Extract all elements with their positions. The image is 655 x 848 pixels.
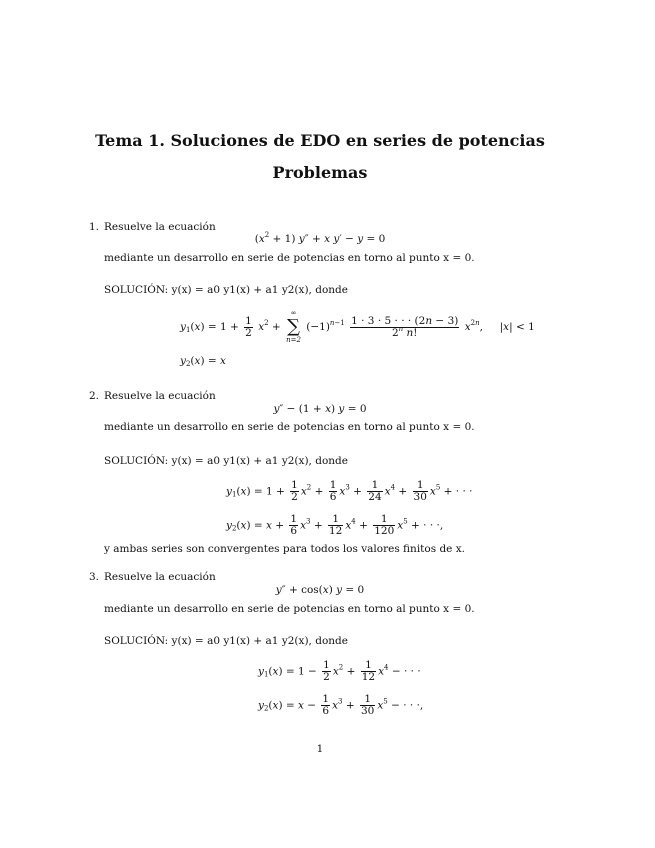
- problem-1-y1-formula: $y_1(x) = 1$ + $\frac{1}{2}$ $x^2$ + ∞ ∑ n=2 $(-1)^{n-1}$ $\frac{1 \cdot 3 \cdot 5 \cdot \cdot \cdot (2n - 3)}{2^n n!}$ $x^{2n}$, |x| < 1: [180, 309, 535, 344]
- problem-1-solution-label: SOLUCIÓN:: [104, 284, 169, 296]
- problem-3-statement: Resuelve la ecuación: [104, 571, 216, 583]
- page-number: 1: [316, 743, 324, 755]
- page-title: Tema 1. Soluciones de EDO en series de potencias: [95, 131, 545, 150]
- problem-1-equation: $(x^2 + 1) y'' + x$ y′ − y = 0: [254, 231, 386, 245]
- page-subtitle: Problemas: [272, 163, 368, 182]
- problem-3-solution-label: SOLUCIÓN:: [104, 635, 169, 647]
- problem-3-y1-formula: $y_1(x) = 1$ − $\frac{1}{2}$ $x^2$ + $\frac{1}{12}$ $x^4$ − · · ·: [258, 659, 421, 683]
- problem-1-statement: Resuelve la ecuación: [104, 221, 216, 233]
- problem-2-equation: y″ − (1 + x) y = 0: [273, 403, 367, 415]
- problem-2-method-text: mediante un desarrollo en serie de potencias en torno al punto x = 0.: [104, 421, 475, 433]
- problem-3-equation: y″ + cos(x) y = 0: [275, 584, 365, 596]
- problem-3-y2-formula: $y_2(x) = x$ − $\frac{1}{6}$ $x^3$ + $\frac{1}{30}$ $x^5$ − · · ·,: [258, 693, 424, 717]
- problem-2-y1-formula: $y_1(x) = 1$ + $\frac{1}{2}$ $x^2$ + $\frac{1}{6}$ $x^3$ + $\frac{1}{24}$ $x^4$ + $\frac{1}{30}$ $x^5$ + · · ·: [226, 479, 473, 503]
- problem-2-statement: Resuelve la ecuación: [104, 390, 216, 402]
- problem-2-number: 2.: [89, 390, 100, 402]
- problem-2-solution-line: [104, 455, 348, 467]
- problem-2-y2-formula: $y_2(x) = x$ + $\frac{1}{6}$ $x^3$ + $\frac{1}{12}$ $x^4$ + $\frac{1}{120}$ $x^5$ + · · ·,: [226, 513, 444, 537]
- problem-3-number: 3.: [89, 571, 100, 583]
- problem-1-y2-formula: $y_2(x) = x$: [180, 355, 226, 368]
- problem-1-solution-text: y(x) = a0 y1(x) + a1 y2(x), donde: [171, 284, 348, 296]
- problem-3-method-text: mediante un desarrollo en serie de potencias en torno al punto x = 0.: [104, 603, 475, 615]
- problem-1-solution-line: [104, 284, 348, 296]
- problem-3-solution-line: [104, 635, 348, 647]
- problem-2-solution-label: SOLUCIÓN:: [104, 455, 169, 467]
- problem-2-closing: y ambas series son convergentes para todos los valores finitos de x.: [104, 543, 465, 555]
- problem-1-number: 1.: [89, 221, 100, 233]
- problem-3-solution-text: y(x) = a0 y1(x) + a1 y2(x), donde: [171, 635, 348, 647]
- problem-1-method-text: mediante un desarrollo en serie de potencias en torno al punto x = 0.: [104, 252, 475, 264]
- problem-2-solution-text: y(x) = a0 y1(x) + a1 y2(x), donde: [171, 455, 348, 467]
